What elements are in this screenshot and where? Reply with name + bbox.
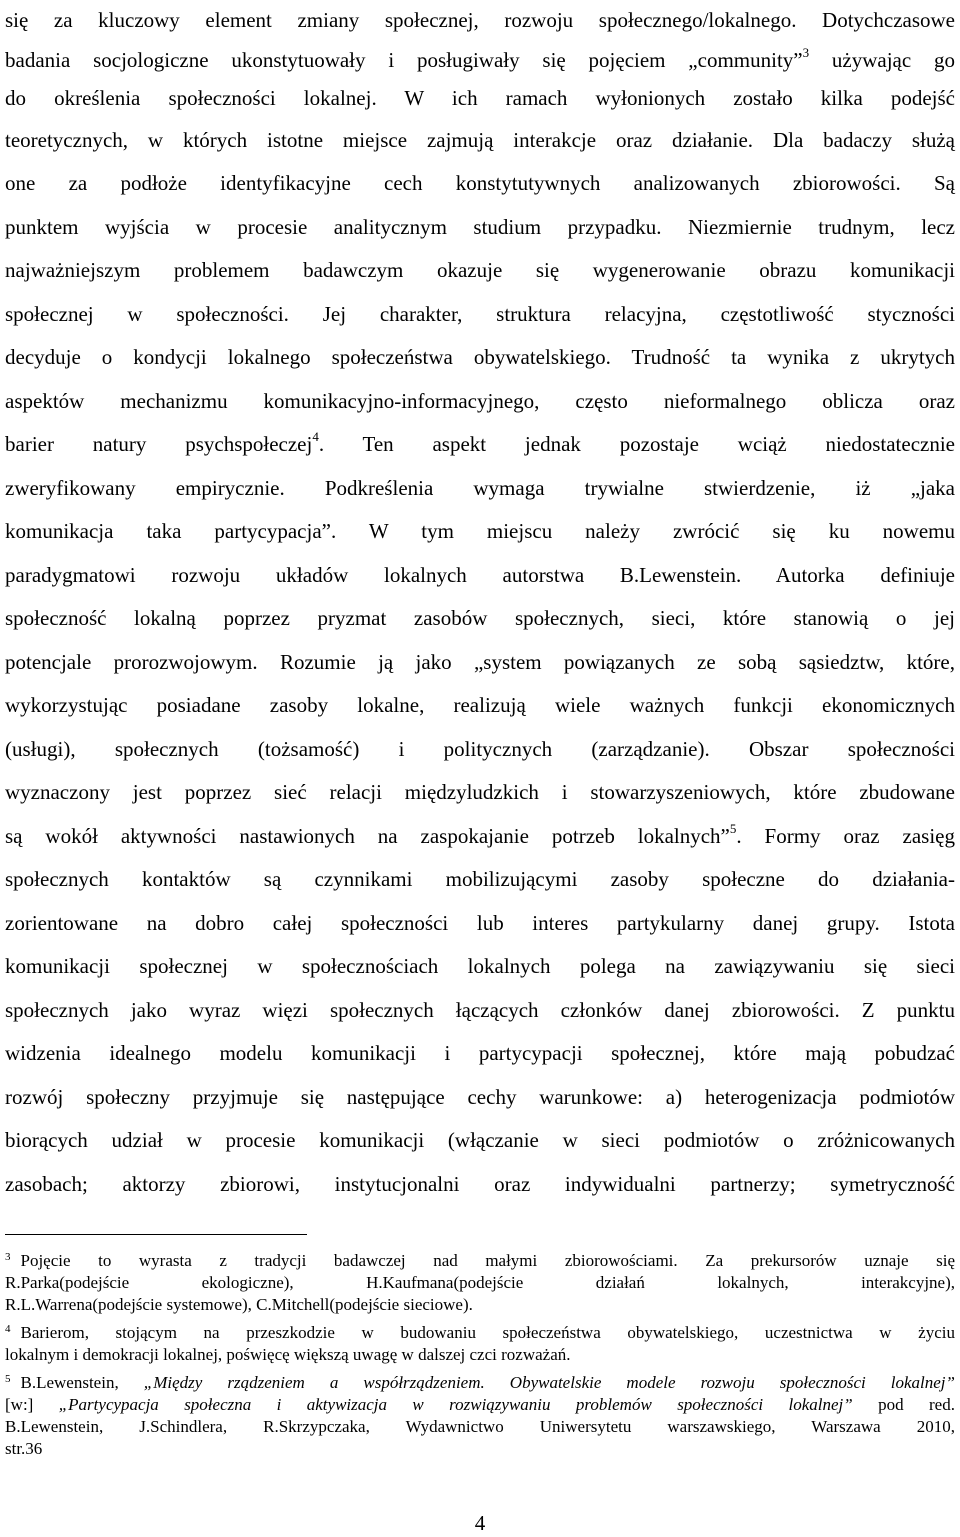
text-line: (usługi), społecznych (tożsamość) i politycznych (zarządzanie). Obszar społeczności: [5, 737, 955, 761]
text-line: wykorzystując posiadane zasoby lokalne, realizują wiele ważnych funkcji ekonomicznych: [5, 693, 955, 717]
text-line: teoretycznych, w których istotne miejsce zajmują interakcje oraz działanie. Dla badaczy służą: [5, 128, 955, 152]
text-line: zweryfikowany empirycznie. Podkreślenia wymaga trywialne stwierdzenie, iż „jaka: [5, 476, 955, 500]
text-line: komunikacji społecznej w społecznościach lokalnych polega na zawiązywaniu się sieci: [5, 954, 955, 978]
text-line: barier natury psychspołeczej$^4$. Ten aspekt jednak pozostaje wciąż niedostatecznie: [5, 429, 955, 456]
footnote-mark: 5: [5, 1373, 11, 1385]
footnote-3: $^3$ Pojęcie to wyrasta z tradycji badawczej nad małymi zbiorowościami. Za prekursorów uznaje się R.Parka(podejście ekologiczne), H.Kaufmana(podejście działań lokalnych, interakcyjne), R.L.Warrena(podejście systemowe), C.Mitchell(podejście sieciowe).: [5, 1251, 955, 1314]
text-line: komunikacja taka partycypacja”. W tym miejscu należy zwrócić się ku nowemu: [5, 519, 955, 543]
footnote-ref: 4: [312, 429, 319, 444]
text-line: punktem wyjścia w procesie analitycznym studium przypadku. Niezmiernie trudnym, lecz: [5, 215, 955, 239]
text-line: widzenia idealnego modelu komunikacji i partycypacji społecznej, które mają pobudzać: [5, 1041, 955, 1065]
text-line: aspektów mechanizmu komunikacyjno-informacyjnego, często nieformalnego oblicza oraz: [5, 389, 955, 413]
footnote-ref: 5: [729, 821, 737, 836]
text-line: najważniejszym problemem badawczym okazuje się wygenerowanie obrazu komunikacji: [5, 258, 955, 282]
text-line: społecznej w społeczności. Jej charakter, struktura relacyjna, częstotliwość styczności: [5, 302, 955, 326]
text-line: są wokół aktywności nastawionych na zaspokajanie potrzeb lokalnych”$^5$. Formy oraz zasięg: [5, 821, 955, 848]
text-line: społeczność lokalną poprzez pryzmat zasobów społecznych, sieci, które stanowią o jej: [5, 606, 955, 630]
text-line: do określenia społeczności lokalnej. W ich ramach wyłonionych zostało kilka podejść: [5, 86, 955, 110]
footnote-separator: [5, 1234, 307, 1235]
text-line: one za podłoże identyfikacyjne cech konstytutywnych analizowanych zbiorowości. Są: [5, 171, 955, 195]
text-line: społecznych kontaktów są czynnikami mobilizującymi zasoby społeczne do działania-: [5, 867, 955, 891]
text-line: się za kluczowy element zmiany społecznej, rozwoju społecznego/lokalnego. Dotychczasowe: [5, 8, 955, 32]
text-line: zasobach; aktorzy zbiorowi, instytucjonalni oraz indywidualni partnerzy; symetryczność: [5, 1172, 955, 1196]
text-line: potencjale prorozwojowym. Rozumie ją jako „system powiązanych ze sobą sąsiedztw, które,: [5, 650, 955, 674]
footnote-5: $^5$ B.Lewenstein, „Między rządzeniem a współrządzeniem. Obywatelskie modele rozwoju społeczności lokalnej” [w:] „Partycypacja społeczna i aktywizacja w rozwiązywaniu problemów społeczności lokalnej” pod red. B.Lewenstein, J.Schindlera, R.Skrzypczaka, Wydawnictwo Uniwersytetu warszawskiego, Warszawa 2010, str.36: [5, 1373, 955, 1458]
text-line: decyduje o kondycji lokalnego społeczeństwa obywatelskiego. Trudność ta wynika z ukrytych: [5, 345, 955, 369]
text-line: paradygmatowi rozwoju układów lokalnych autorstwa B.Lewenstein. Autorka definiuje: [5, 563, 955, 587]
text-line: biorących udział w procesie komunikacji (włączanie w sieci podmiotów o zróżnicowanych: [5, 1128, 955, 1152]
text-line: zorientowane na dobro całej społeczności lub interes partykularny danej grupy. Istota: [5, 911, 955, 935]
footnote-ref: 3: [802, 45, 810, 60]
text-line: badania socjologiczne ukonstytuowały i posługiwały się pojęciem „community”$^3$ używając go: [5, 45, 955, 72]
text-line: społecznych jako wyraz więzi społecznych łączących członków danej zbiorowości. Z punktu: [5, 998, 955, 1022]
footnote-4: $^4$ Barierom, stojącym na przeszkodzie w budowaniu społeczeństwa obywatelskiego, uczestnictwa w życiu lokalnym i demokracji lokalnej, poświęcę większą uwagę w dalszej czci rozważań.: [5, 1323, 955, 1364]
text-line: wyznaczony jest poprzez sieć relacji międzyludzkich i stowarzyszeniowych, które zbudowane: [5, 780, 955, 804]
page-number: 4: [474, 1511, 486, 1535]
text-line: rozwój społeczny przyjmuje się następujące cechy warunkowe: a) heterogenizacja podmiotów: [5, 1085, 955, 1109]
footnote-mark: 3: [5, 1251, 11, 1263]
footnote-mark: 4: [5, 1323, 11, 1335]
